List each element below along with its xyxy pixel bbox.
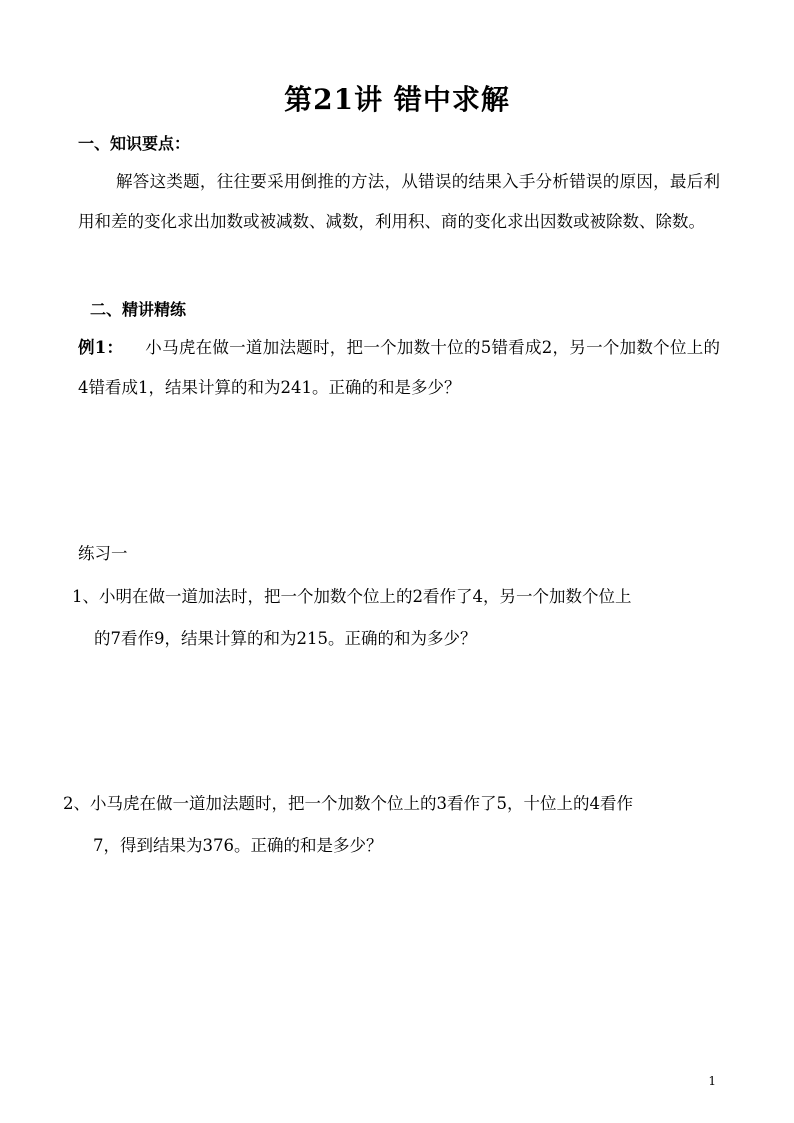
page-number: 1 (708, 1074, 716, 1088)
practice-problem-1 (72, 576, 720, 660)
example-1 (78, 328, 720, 408)
practice-problem-2 (63, 783, 719, 867)
section-heading-lecture-practice: 二、精讲精练 (90, 300, 187, 319)
example-label: 例1： (78, 338, 124, 357)
problem-2-line-1: 2、小马虎在做一道加法题时，把一个加数个位上的3看作了5，十位上的4看作 (63, 794, 633, 813)
practice-heading: 练习一 (78, 544, 128, 563)
problem-1-line-1: 1、小明在做一道加法时，把一个加数个位上的2看作了4，另一个加数个位上 (72, 587, 632, 606)
problem-2-line-2: 7，得到结果为376。正确的和是多少？ (93, 836, 383, 855)
section-heading-knowledge-points: 一、知识要点： (78, 134, 191, 153)
page-title: 第21讲 错中求解 (284, 83, 510, 116)
problem-1-line-2: 的7看作9，结果计算的和为215。正确的和为多少？ (94, 629, 477, 648)
knowledge-points-paragraph: 解答这类题，往往要采用倒推的方法，从错误的结果入手分析错误的原因，最后利用和差的变化求出加数或被减数、减数，利用积、商的变化求出因数或被除数、除数。 (78, 172, 720, 231)
example-text: 小马虎在做一道加法题时，把一个加数十位的5错看成2，另一个加数个位上的4错看成1，结果计算的和为241。正确的和是多少？ (78, 338, 720, 397)
